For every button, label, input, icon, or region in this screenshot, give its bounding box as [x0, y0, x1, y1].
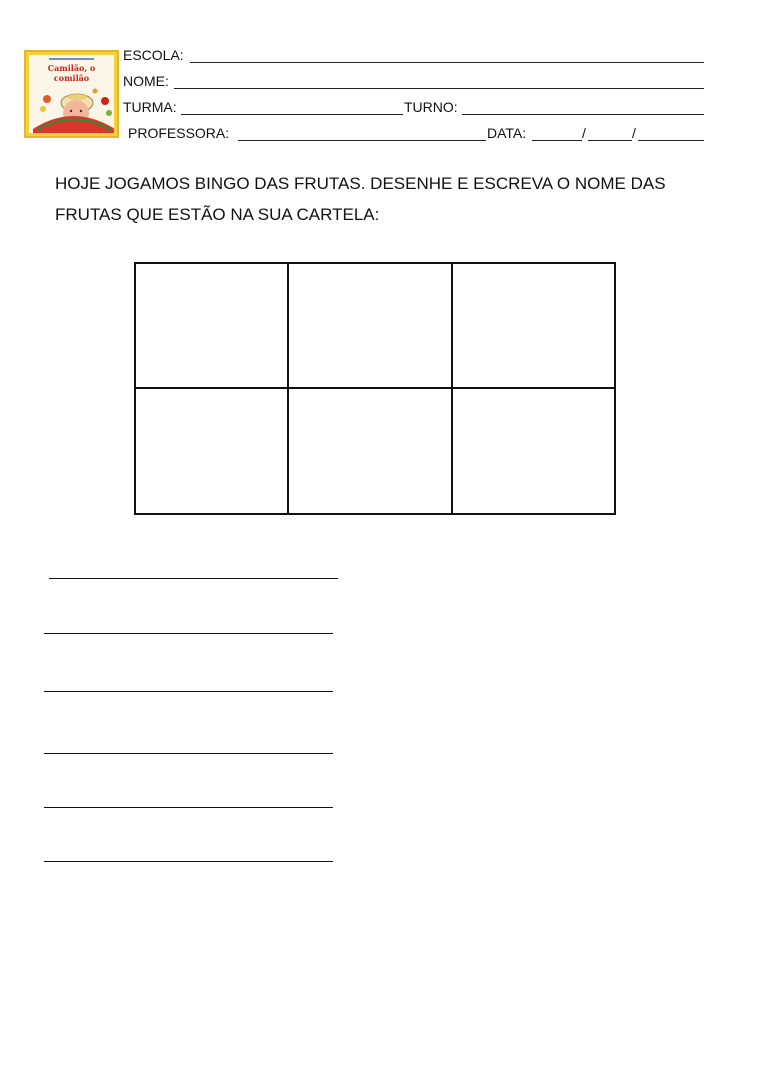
date-day-underline [532, 140, 582, 141]
answer-line-2[interactable] [44, 633, 333, 634]
book-cover-title: Camilão, o comilão [47, 63, 96, 83]
turno-label: TURNO: [404, 99, 458, 115]
turno-underline [462, 114, 704, 115]
answer-line-5[interactable] [44, 807, 333, 808]
date-year-underline [638, 140, 704, 141]
answer-line-1[interactable] [49, 578, 338, 579]
professora-underline [238, 140, 486, 141]
date-separator-2: / [632, 125, 636, 141]
nome-label: NOME: [123, 73, 169, 89]
bingo-card-grid [134, 262, 616, 515]
professora-label: PROFESSORA: [128, 125, 230, 141]
escola-label: ESCOLA: [123, 47, 184, 63]
date-separator-1: / [582, 125, 586, 141]
date-month-underline [588, 140, 632, 141]
turma-label: TURMA: [123, 99, 177, 115]
answer-line-3[interactable] [44, 691, 333, 692]
hungry-man-illustration [29, 77, 114, 133]
escola-underline [190, 62, 704, 63]
book-author-strip [49, 58, 94, 60]
book-cover-logo [24, 50, 119, 138]
data-label: DATA: [487, 125, 527, 141]
answer-line-4[interactable] [44, 753, 333, 754]
instruction-text: HOJE JOGAMOS BINGO DAS FRUTAS. DESENHE E ESCREVA O NOME DAS FRUTAS QUE ESTÃO NA SUA CARTELA: [55, 174, 666, 224]
nome-underline [174, 88, 704, 89]
answer-line-6[interactable] [44, 861, 333, 862]
turma-underline [181, 114, 403, 115]
book-cover-art [29, 55, 114, 133]
